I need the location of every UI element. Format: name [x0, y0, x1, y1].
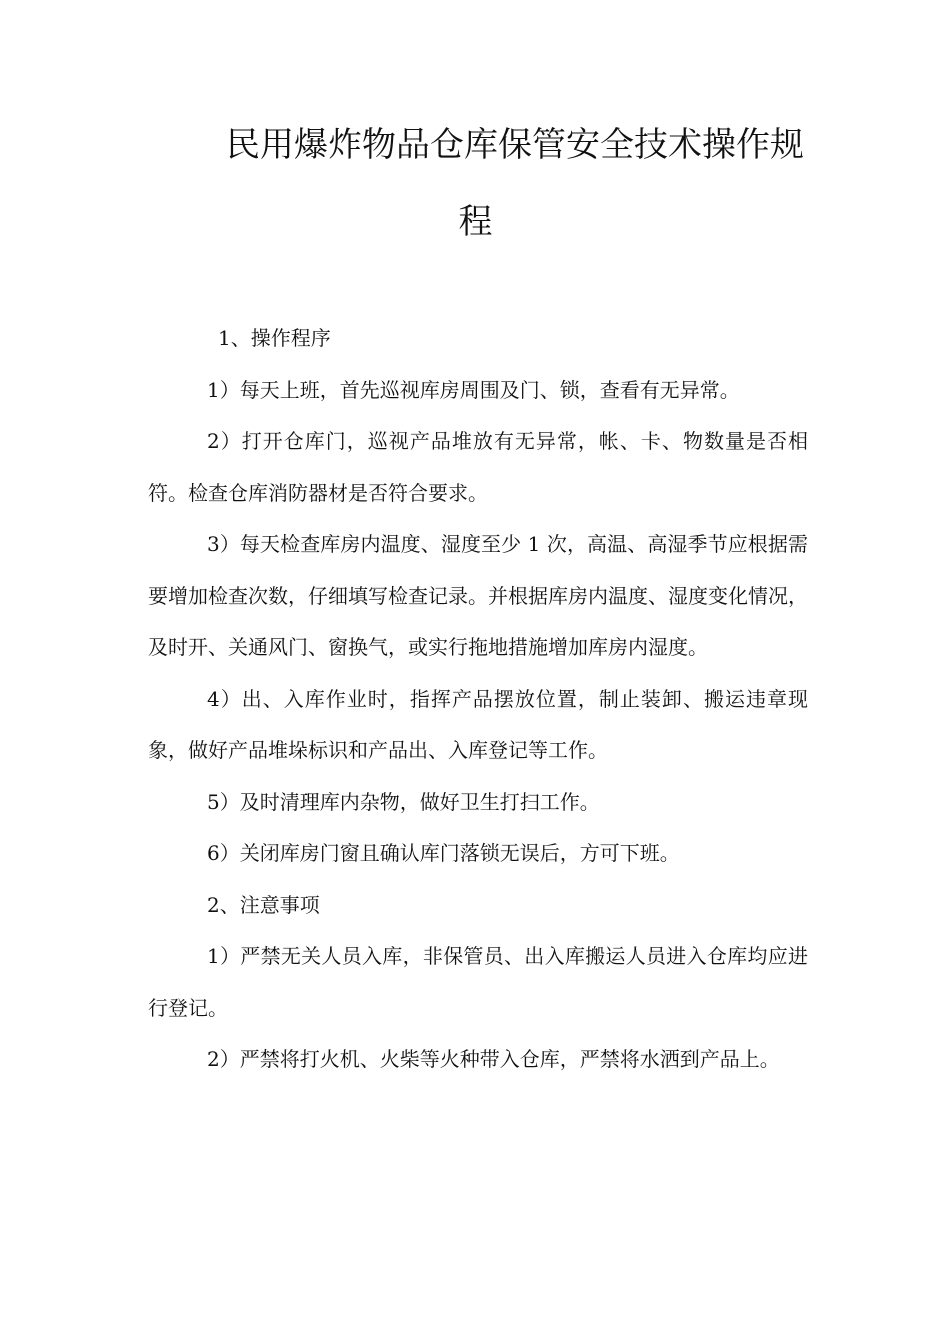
title-line-2: 程: [458, 202, 493, 242]
procedure-item-3: 3）每天检查库房内温度、湿度至少 1 次，高温、高湿季节应根据需要增加检查次数，仔细填写检查记录。并根据库房内温度、湿度变化情况，及时开、关通风门、窗换气，或实行拖地措施增加库房内湿度。: [148, 532, 808, 659]
document-body: [148, 313, 808, 1086]
precaution-item-2: 2）严禁将打火机、火柴等火种带入仓库，严禁将水洒到产品上。: [207, 1047, 780, 1071]
procedure-item-2: 2）打开仓库门，巡视产品堆放有无异常，帐、卡、物数量是否相符。检查仓库消防器材是否符合要求。: [148, 429, 808, 505]
section-heading-precautions: 2、注意事项: [207, 892, 320, 917]
section-heading-operation-procedure: 1、操作程序: [218, 326, 331, 350]
procedure-item-6: 6）关闭库房门窗且确认库门落锁无误后，方可下班。: [207, 841, 680, 865]
precaution-item-1: 1）严禁无关人员入库，非保管员、出入库搬运人员进入仓库均应进行登记。: [148, 944, 808, 1020]
procedure-item-4: 4）出、入库作业时，指挥产品摆放位置，制止装卸、搬运违章现象，做好产品堆垛标识和产品出、入库登记等工作。: [148, 686, 808, 762]
procedure-item-5: 5）及时清理库内杂物，做好卫生打扫工作。: [207, 789, 600, 814]
title-line-1: 民用爆炸物品仓库保管安全技术操作规: [226, 125, 804, 165]
procedure-item-1: 1）每天上班，首先巡视库房周围及门、锁，查看有无异常。: [207, 377, 740, 402]
